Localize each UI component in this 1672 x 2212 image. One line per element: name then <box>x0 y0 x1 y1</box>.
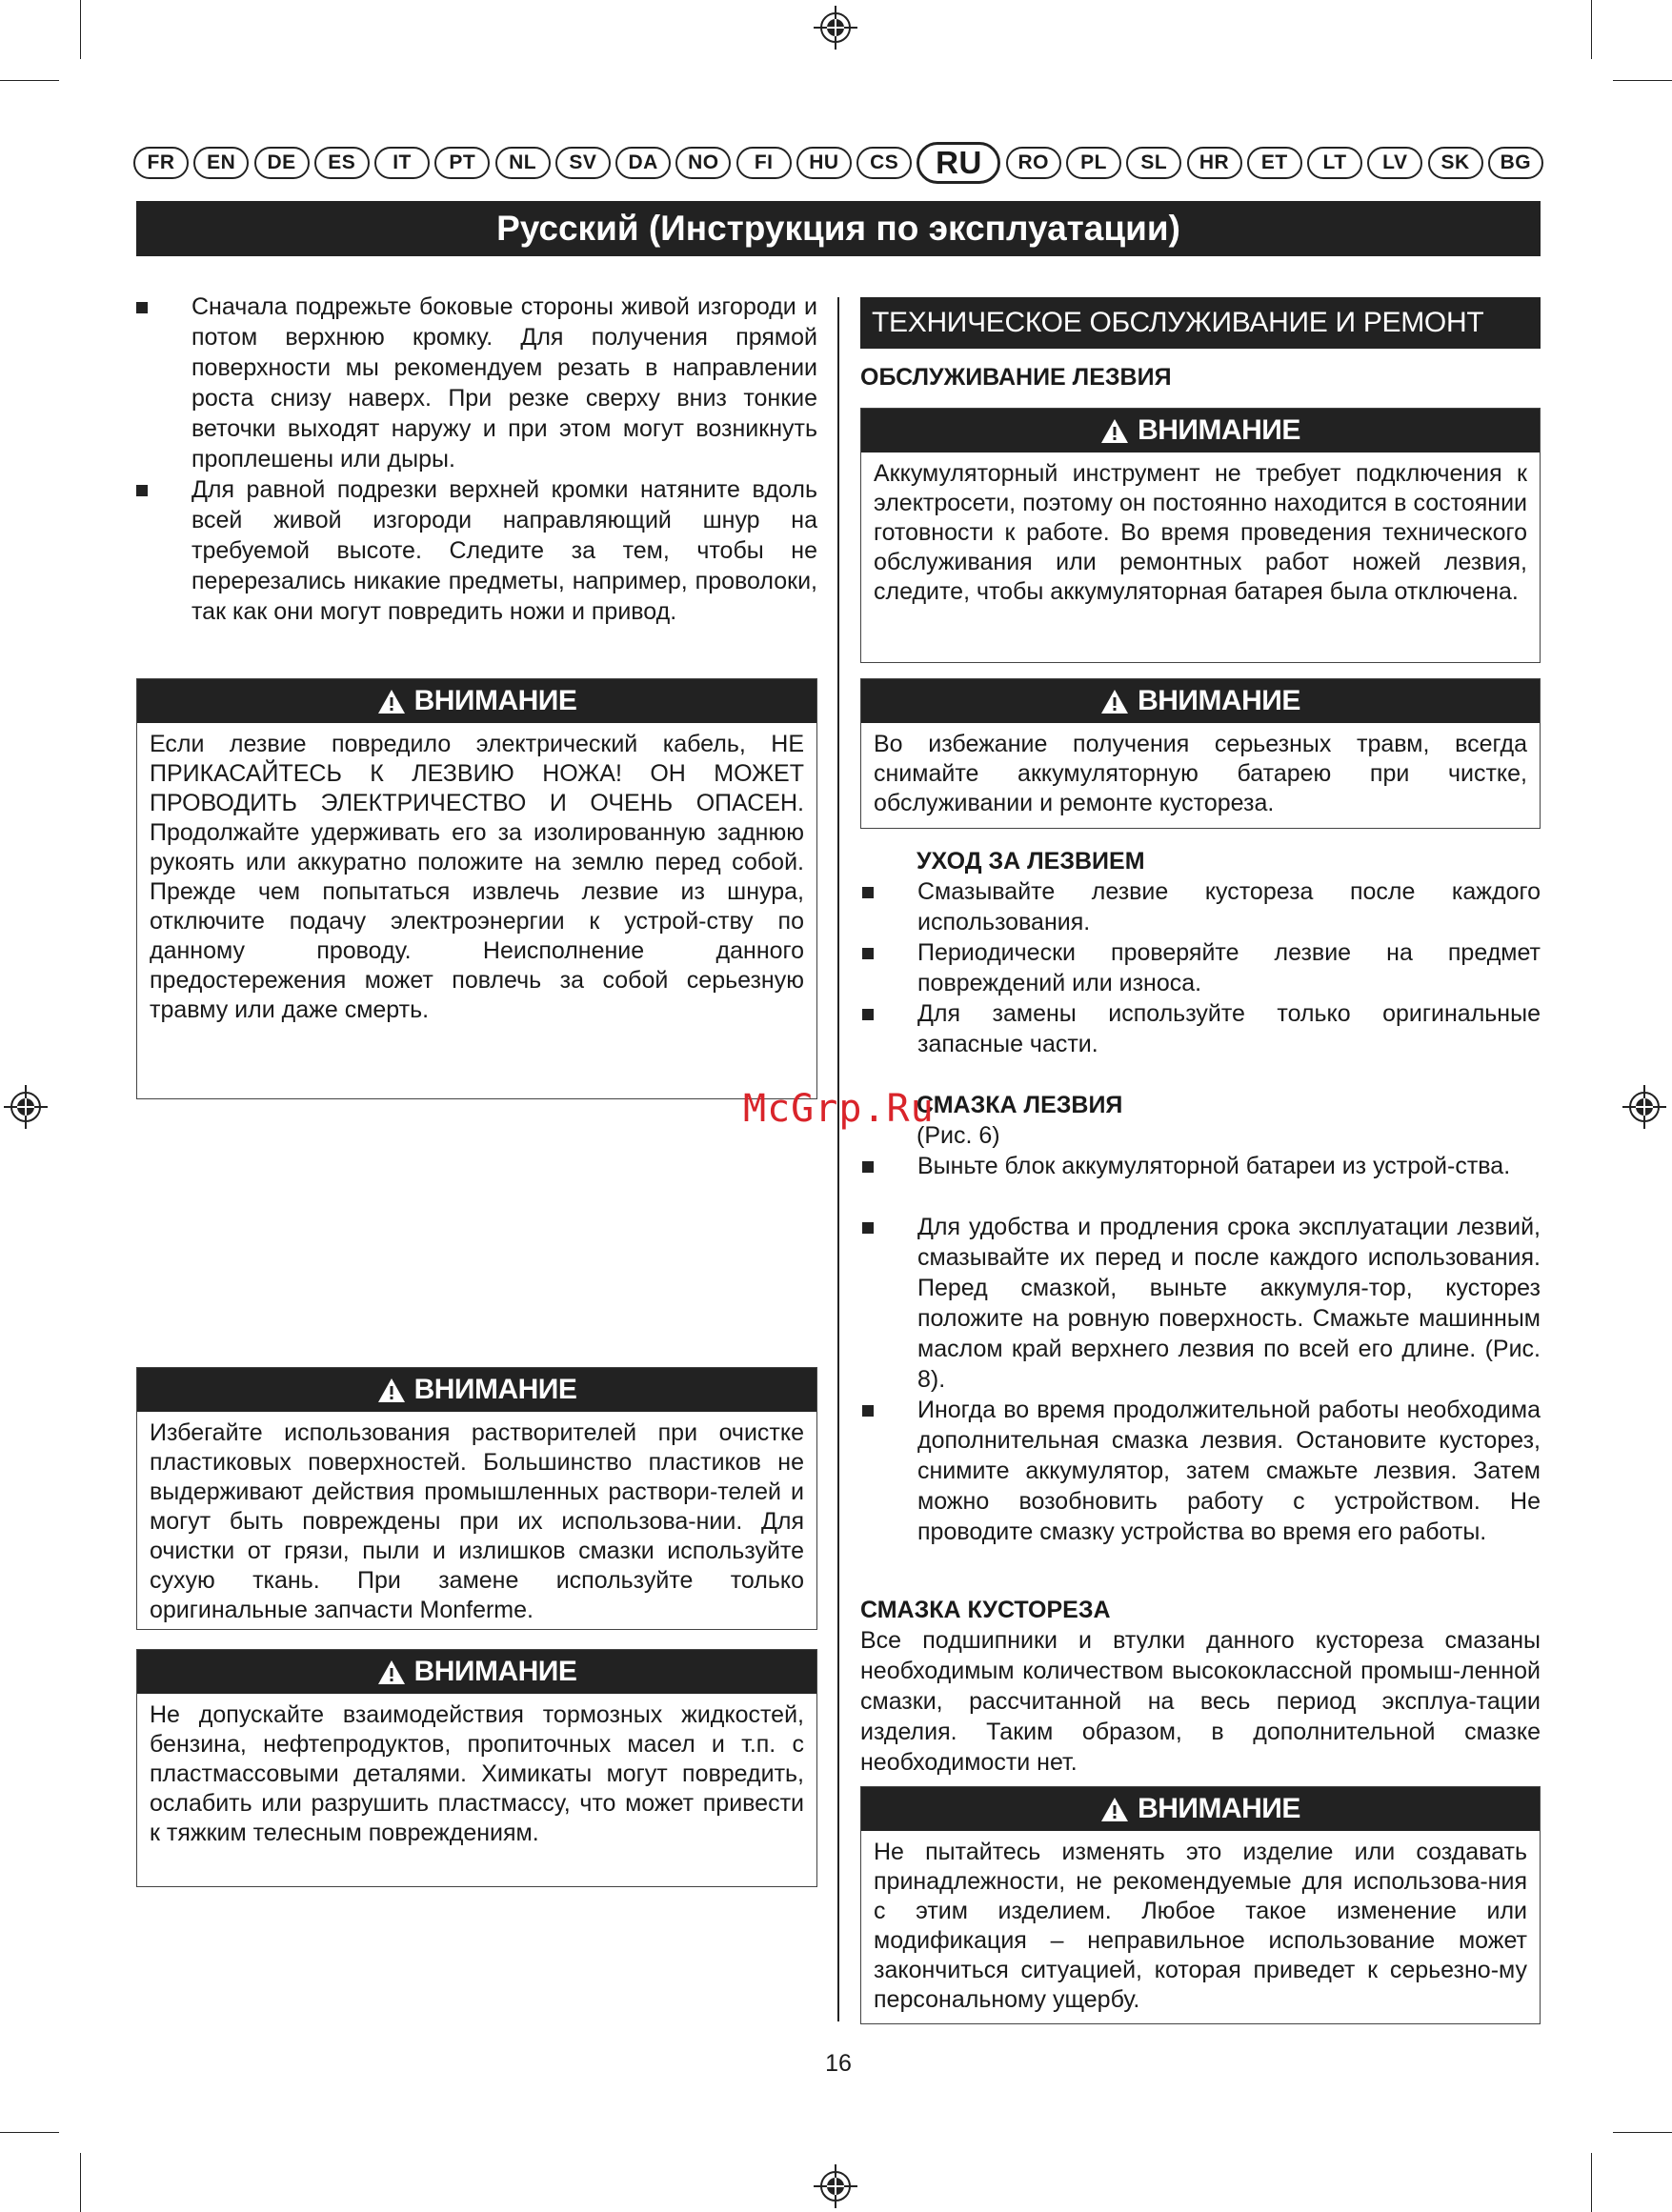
lang-tab-pt[interactable]: PT <box>434 147 490 179</box>
warning-triangle-icon <box>377 1659 406 1685</box>
lang-tab-sl[interactable]: SL <box>1126 147 1181 179</box>
crop-mark <box>80 2153 81 2212</box>
heading-blade-care: УХОД ЗА ЛЕЗВИЕМ <box>917 848 1145 875</box>
lang-tab-lv[interactable]: LV <box>1367 147 1422 179</box>
warning-text: Если лезвие повредило электрический кабель, НЕ ПРИКАСАЙТЕСЬ К ЛЕЗВИЮ НОЖА! ОН МОЖЕТ ПРОВОДИТЬ ЭЛЕКТРИЧЕСТВО И ОЧЕНЬ ОПАСЕН. Продолжайте удерживать его за изолированную заднюю рукоять или аккуратно положите на землю перед собой. Прежде чем попытаться извлечь лезвие из шнура, отключите подачу электроэнергии к устрой-ству по данному проводу. Неисполнение данного предостережения может повлечь за собой серьезную травму или даже смерть. <box>150 731 804 1023</box>
lang-tab-lt[interactable]: LT <box>1307 147 1362 179</box>
warning-box <box>136 1649 817 1887</box>
crop-mark <box>80 0 81 59</box>
column-divider <box>837 297 839 2021</box>
bullet-text: Для равной подрезки верхней кромки натяните вдоль всей живой изгороди направляющий шнур на требуемой высоте. Следите за тем, чтобы не перерезались никакие предметы, например, проволоки, так как они могут повредить ножи и привод. <box>191 476 817 625</box>
list-item <box>862 998 1541 1059</box>
trimmer-lube-text: Все подшипники и втулки данного кустореза смазаны необходимым количеством высококлассной промыш-ленной смазки, рассчитанной на весь период эксплуа-тации изделия. Таким образом, в дополнительной смазке необходимости нет. <box>860 1627 1541 1776</box>
warning-box <box>860 1786 1541 2024</box>
warning-text: Аккумуляторный инструмент не требует подключения к электросети, поэтому он постоянно находится в состоянии готовности к работе. Во время проведения технического обслуживания или ремонтных работ ножей лезвия, следите, чтобы аккумуляторная батарея была отключена. <box>874 460 1527 605</box>
heading-blade-lube: СМАЗКА ЛЕЗВИЯ <box>917 1092 1123 1118</box>
crop-mark <box>1591 2153 1592 2212</box>
lang-tab-pl[interactable]: PL <box>1066 147 1121 179</box>
warning-header <box>861 679 1540 723</box>
lang-tab-hu[interactable]: HU <box>796 147 852 179</box>
bullet-text: Для удобства и продления срока эксплуатации лезвий, смазывайте их перед и после каждого использования. Перед смазкой, выньте аккумуля-тор, кусторез положите на ровную поверхность. Смажьте машинным маслом край верхнего лезвия по всей его длине. (Рис. 8). <box>917 1214 1541 1393</box>
warning-box <box>136 1367 817 1630</box>
heading-blade-service: ОБСЛУЖИВАНИЕ ЛЕЗВИЯ <box>860 364 1172 391</box>
lang-tab-fi[interactable]: FI <box>736 147 792 179</box>
page-title: Русский (Инструкция по эксплуатации) <box>136 201 1541 256</box>
lang-tab-es[interactable]: ES <box>314 147 370 179</box>
list-item <box>136 474 817 657</box>
bullet-text: Смазывайте лезвие кустореза после каждого использования. <box>917 878 1541 935</box>
registration-mark-icon <box>814 2164 857 2208</box>
bullet-text: Для замены используйте только оригинальные запасные части. <box>917 1000 1541 1057</box>
warning-triangle-icon <box>1100 418 1129 444</box>
warning-box <box>860 408 1541 663</box>
bullet-square-icon <box>862 1405 874 1417</box>
lang-tab-fr[interactable]: FR <box>133 147 189 179</box>
warning-title: ВНИМАНИЕ <box>1138 1793 1300 1824</box>
lang-tab-cs[interactable]: CS <box>856 147 912 179</box>
warning-header <box>137 679 816 723</box>
lang-tab-no[interactable]: NO <box>675 147 731 179</box>
lang-tab-it[interactable]: IT <box>374 147 430 179</box>
list-item <box>862 937 1541 998</box>
crop-mark <box>0 2132 59 2133</box>
warning-triangle-icon <box>377 689 406 714</box>
heading-trimmer-lube: СМАЗКА КУСТОРЕЗА <box>860 1597 1111 1623</box>
warning-title: ВНИМАНИЕ <box>413 685 577 716</box>
registration-mark-icon <box>814 6 857 50</box>
crop-mark <box>1613 80 1672 81</box>
warning-triangle-icon <box>1100 1797 1129 1822</box>
bullet-square-icon <box>862 948 874 959</box>
warning-header <box>137 1650 816 1694</box>
lang-tab-da[interactable]: DA <box>615 147 671 179</box>
warning-title: ВНИМАНИЕ <box>1138 685 1300 716</box>
warning-header <box>861 1787 1540 1831</box>
crop-mark <box>1613 2132 1672 2133</box>
list-item <box>862 1395 1541 1578</box>
warning-text: Во избежание получения серьезных травм, всегда снимайте аккумуляторную батарею при чистке, обслуживании и ремонте кустореза. <box>874 731 1527 816</box>
list-item <box>862 1151 1541 1212</box>
lang-tab-sv[interactable]: SV <box>555 147 611 179</box>
page-number: 16 <box>825 2050 852 2077</box>
language-bar <box>133 143 1543 183</box>
bullet-square-icon <box>862 1161 874 1173</box>
bullet-square-icon <box>136 302 148 313</box>
warning-title: ВНИМАНИЕ <box>1138 414 1300 446</box>
lang-tab-nl[interactable]: NL <box>495 147 551 179</box>
lang-tab-et[interactable]: ET <box>1247 147 1302 179</box>
lang-tab-hr[interactable]: HR <box>1187 147 1242 179</box>
bullet-square-icon <box>862 1009 874 1020</box>
warning-text: Не пытайтесь изменять это изделие или создавать принадлежности, не рекомендуемые для использова-ния с этим изделием. Любое такое изменение или модификация – неправильное использование может закончиться ситуацией, которая приведет к серьезно-му персональному ущербу. <box>874 1839 1527 2013</box>
registration-mark-icon <box>1622 1085 1666 1129</box>
bullet-square-icon <box>862 887 874 898</box>
warning-title: ВНИМАНИЕ <box>413 1374 577 1405</box>
registration-mark-icon <box>4 1085 48 1129</box>
warning-box <box>136 678 817 1099</box>
list-item <box>862 1212 1541 1395</box>
list-item <box>862 876 1541 937</box>
figure-reference: (Рис. 6) <box>917 1122 1000 1149</box>
bullet-text: Иногда во время продолжительной работы необходима дополнительная смазка лезвия. Остановите кусторез, снимите аккумулятор, затем смажьте лезвия. Затем можно возобновить работу с устройством. Не проводите смазку устройства во время его работы. <box>917 1397 1541 1545</box>
warning-triangle-icon <box>377 1377 406 1403</box>
list-item <box>136 292 817 474</box>
lang-tab-ru-active[interactable]: RU <box>917 142 1000 184</box>
bullet-square-icon <box>862 1222 874 1234</box>
crop-mark <box>1591 0 1592 59</box>
lang-tab-bg[interactable]: BG <box>1488 147 1543 179</box>
warning-triangle-icon <box>1100 689 1129 714</box>
bullet-square-icon <box>136 485 148 496</box>
warning-header <box>861 409 1540 452</box>
watermark: McGrp.Ru <box>743 1087 935 1131</box>
bullet-text: Выньте блок аккумуляторной батареи из устрой-ства. <box>917 1153 1511 1179</box>
lang-tab-sk[interactable]: SK <box>1428 147 1483 179</box>
warning-title: ВНИМАНИЕ <box>413 1656 577 1687</box>
lang-tab-de[interactable]: DE <box>254 147 310 179</box>
warning-text: Избегайте использования растворителей при очистке пластиковых поверхностей. Большинство пластиков не выдерживают действия промышленных раствори-телей и могут быть повреждены при их использова-нии. Для очистки от грязи, пыли и излишков смазки используйте сухую ткань. При замене используйте только оригинальные запчасти Monferme. <box>150 1419 804 1623</box>
lang-tab-ro[interactable]: RO <box>1006 147 1061 179</box>
section-title: ТЕХНИЧЕСКОЕ ОБСЛУЖИВАНИЕ И РЕМОНТ <box>860 297 1541 349</box>
lang-tab-en[interactable]: EN <box>193 147 249 179</box>
bullet-text: Сначала подрежьте боковые стороны живой изгороди и потом верхнюю кромку. Для получения прямой поверхности мы рекомендуем резать в направлении роста снизу наверх. При резке сверху вниз тонкие веточки выходят наружу и при этом могут возникнуть проплешены или дыры. <box>191 293 817 473</box>
warning-box <box>860 678 1541 829</box>
bullet-text: Периодически проверяйте лезвие на предмет повреждений или износа. <box>917 939 1541 996</box>
warning-header <box>137 1368 816 1412</box>
warning-text: Не допускайте взаимодействия тормозных жидкостей, бензина, нефтепродуктов, пропиточных масел и т.п. с пластмассовыми деталями. Химикаты могут повредить, ослабить или разрушить пластмассу, что может привести к тяжким телесным повреждениям. <box>150 1701 804 1846</box>
crop-mark <box>0 80 59 81</box>
